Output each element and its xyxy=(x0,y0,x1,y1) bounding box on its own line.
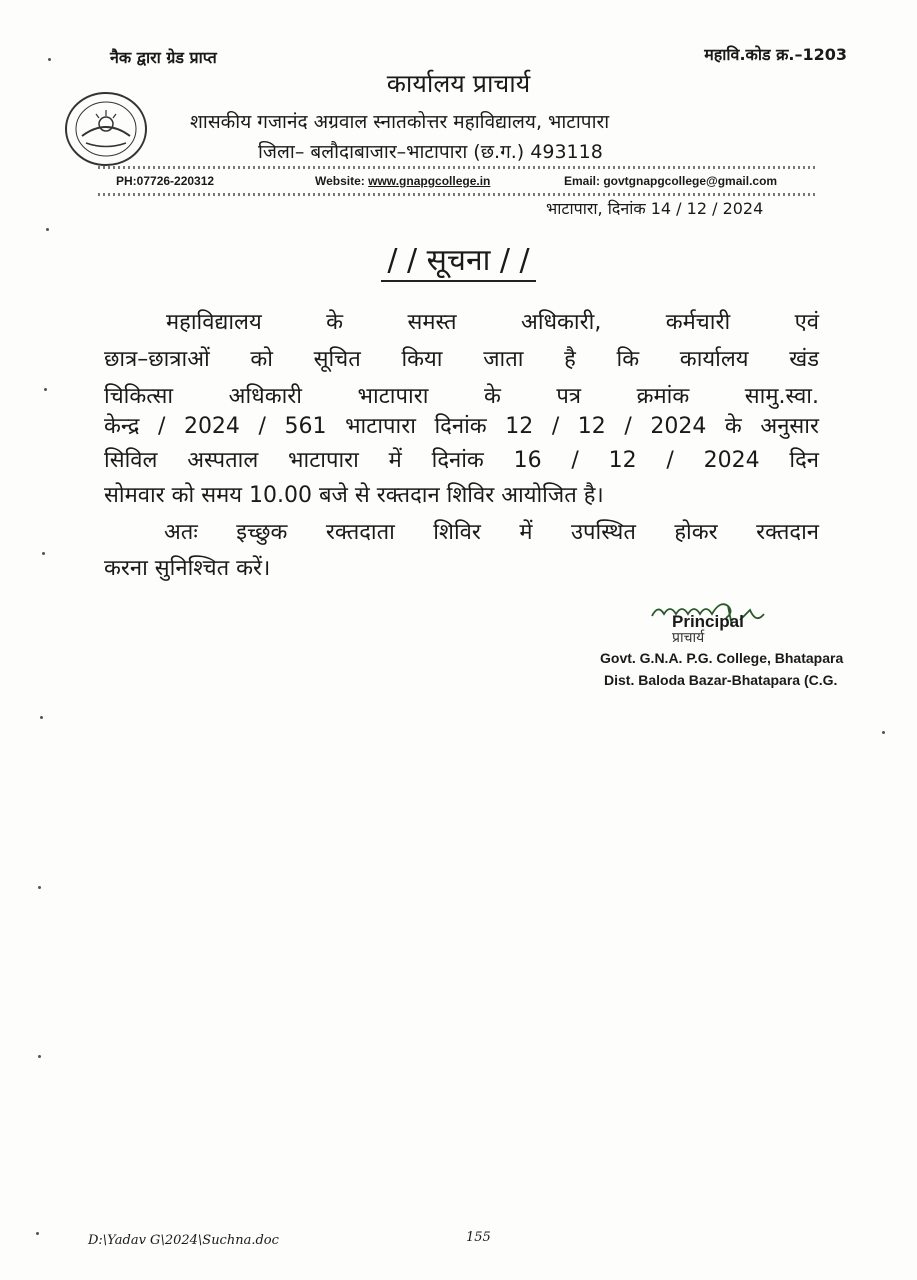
notice-line: करना सुनिश्चित करें। xyxy=(104,556,271,581)
notice-title-text: / / सूचना / / xyxy=(381,238,535,282)
college-code: महावि.कोड क्र.–1203 xyxy=(704,45,847,64)
scan-speck xyxy=(38,886,41,889)
website-link[interactable]: www.gnapgcollege.in xyxy=(368,174,491,188)
college-name: शासकीय गजानंद अग्रवाल स्नातकोत्तर महाविद्यालय, भाटापारा xyxy=(190,111,610,133)
scan-speck xyxy=(42,552,45,555)
scan-speck xyxy=(44,388,47,391)
scan-speck xyxy=(48,58,51,61)
notice-title xyxy=(0,238,917,282)
file-path: D:\Yadav G\2024\Suchna.doc xyxy=(88,1233,279,1248)
principal-label: Principal xyxy=(672,612,744,631)
naac-grade-label: नैक द्वारा ग्रेड प्राप्त xyxy=(110,48,217,67)
website xyxy=(315,174,490,188)
contact-bar-border-bottom xyxy=(98,193,818,196)
page-number: 155 xyxy=(466,1230,491,1245)
notice-line: महाविद्यालय के समस्त अधिकारी, कर्मचारी एवं xyxy=(166,310,819,335)
notice-line: केन्द्र / 2024 / 561 भाटापारा दिनांक 12 / 12 / 2024 के अनुसार xyxy=(104,414,819,439)
college-stamp-line: Govt. G.N.A. P.G. College, Bhatapara xyxy=(600,650,844,666)
notice-line: अतः इच्छुक रक्तदाता शिविर में उपस्थित होकर रक्तदान xyxy=(164,520,819,545)
signature-block xyxy=(590,592,890,702)
college-seal-logo xyxy=(60,88,152,170)
scan-speck xyxy=(882,731,885,734)
scan-speck xyxy=(36,1232,39,1235)
notice-line: सोमवार को समय 10.00 बजे से रक्तदान शिविर आयोजित है। xyxy=(104,483,604,508)
email-address: Email: govtgnapgcollege@gmail.com xyxy=(564,174,778,188)
notice-line: छात्र–छात्राओं को सूचित किया जाता है कि कार्यालय खंड xyxy=(104,347,819,372)
scan-speck xyxy=(40,716,43,719)
scan-speck xyxy=(38,1055,41,1058)
district-stamp-line: Dist. Baloda Bazar-Bhatapara (C.G. xyxy=(604,672,838,688)
notice-line: सिविल अस्पताल भाटापारा में दिनांक 16 / 12 / 2024 दिन xyxy=(104,448,819,473)
principal-label-hindi: प्राचार्य xyxy=(672,630,705,646)
website-label: Website: xyxy=(315,174,365,188)
notice-line: चिकित्सा अधिकारी भाटापारा के पत्र क्रमांक सामु.स्वा. xyxy=(104,384,819,409)
district-line: जिला– बलौदाबाजार–भाटापारा (छ.ग.) 493118 xyxy=(258,141,603,163)
scan-speck xyxy=(46,228,49,231)
office-title: कार्यालय प्राचार्य xyxy=(386,69,531,98)
date-line: भाटापारा, दिनांक 14 / 12 / 2024 xyxy=(546,199,764,218)
contact-bar-border-top xyxy=(98,166,818,169)
phone-number: PH:07726-220312 xyxy=(116,174,215,188)
contact-bar xyxy=(98,164,818,198)
